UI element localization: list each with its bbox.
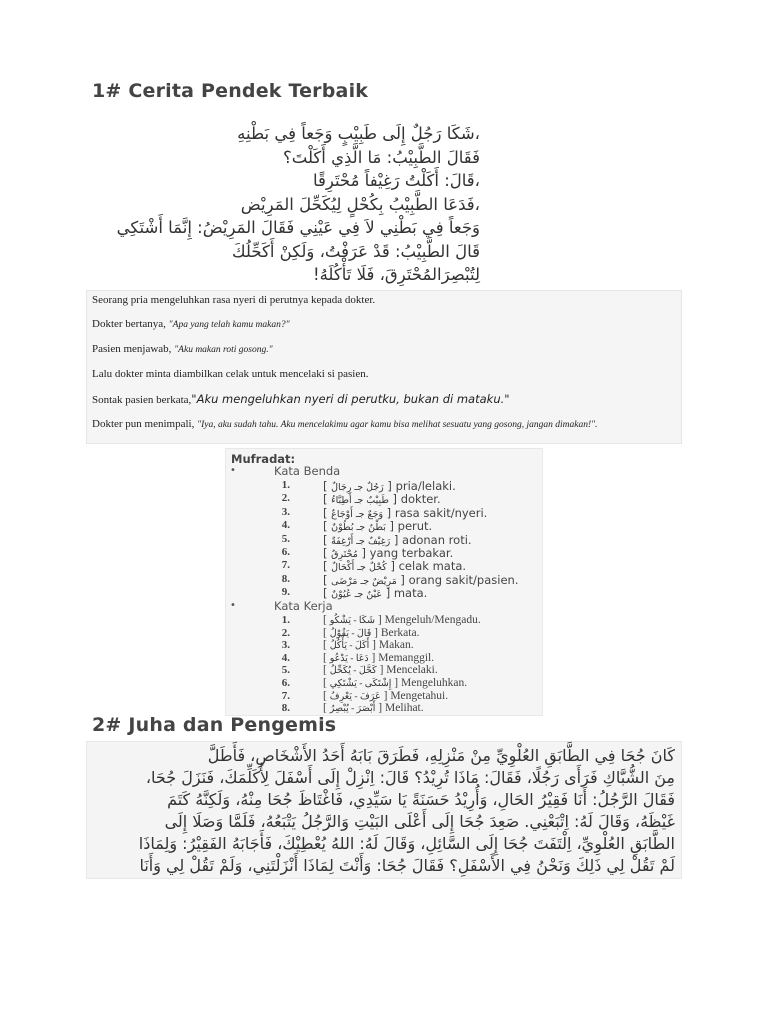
- word-meaning: Makan.: [378, 639, 414, 652]
- word-meaning: Berkata.: [380, 626, 420, 639]
- item-number: 8.: [281, 572, 290, 585]
- arabic-line: لِتُبْصِرَالمُحْتَرِقَ، فَلَا تَأْكُلَهُ!: [312, 265, 480, 284]
- vocab-entry: [ كَحَّلَ - يُكَحِّلُ ] Mencelaki.: [323, 664, 438, 677]
- translation-quote: "Aku makan roti gosong.": [174, 345, 273, 355]
- translation-paragraph: [92, 318, 677, 330]
- vocab-entry: [ عَرَفَ - يَعْرِفُ ] Mengetahui.: [323, 689, 449, 702]
- vocab-entry: [ دَعَا - يَدْعُو ] Memanggil.: [323, 651, 435, 664]
- arabic-line: ،قَالَ: أَكَلْتُ رَغِيْفاً مُحْتَرِقًا: [312, 171, 480, 190]
- vocab-entry: [ قَالَ - يَقُوْلُ ] Berkata.: [323, 626, 420, 639]
- item-number: 6.: [281, 546, 290, 558]
- vocab-entry: [ إِشْتَكَى - يَشْتَكِي ] Mengeluhkan.: [323, 677, 468, 689]
- arabic-word: كُحْلٌ جـ أَكْحَالٌ: [331, 562, 387, 574]
- arabic-word: عَيْنٌ جـ عُيُوْنٌ: [331, 589, 383, 601]
- word-meaning: celak mata.: [398, 559, 467, 574]
- arabic-word: إِشْتَكَى - يَشْتَكِي: [329, 679, 392, 689]
- vocab-entry: [ مُحْتَرِقٌ ] yang terbakar.: [323, 546, 454, 560]
- word-meaning: Mengeluhkan.: [401, 677, 468, 689]
- item-number: 4.: [281, 519, 290, 532]
- word-meaning: Melihat.: [384, 702, 424, 715]
- vocab-entry: [ مَرِيْضٌ جـ مَرْضَى ] orang sakit/pasien.: [323, 572, 519, 587]
- arabic-line: قَالَ الطَّبِيْبُ: قَدْ عَرَفْتُ، وَلَكِنْ أَكَحِّلُكَ: [231, 241, 480, 261]
- arabic-word: بَطْنٌ جـ بُطُوْنٌ: [331, 522, 386, 534]
- arabic-word: أَكَلَ - يَأْكُلُ: [329, 641, 370, 652]
- translation-paragraph: [92, 418, 677, 432]
- translation-lead: Dokter bertanya,: [92, 318, 169, 330]
- word-meaning: orang sakit/pasien.: [408, 572, 519, 587]
- item-number: 5.: [281, 532, 290, 545]
- story1-arabic-text: [60, 122, 480, 287]
- arabic-word: دَعَا - يَدْعُو: [329, 653, 369, 664]
- arabic-line: ،شَكَا رَجُلٌ إِلَى طَبِيْبٍ وَجَعاً فِي بَطْنِهِ: [237, 124, 480, 143]
- arabic-word: أَبْصَرَ - يُبْصِرُ: [329, 704, 376, 715]
- item-number: 1.: [281, 479, 290, 491]
- item-number: 7.: [281, 559, 290, 572]
- translation-lead: Pasien menjawab,: [92, 343, 175, 355]
- mufradat-title: Mufradat:: [231, 452, 296, 466]
- arabic-line: فَقَالَ الرَّجُلُ: أَنَا فَقِيْرُ الحَالِ، وَأُرِيْدُ حَسَنَةً يَا سَيِّدِي، فَاغْتَاظَ جُحَا مِنْهُ، وَلَكِنَّهُ كَتَمَ: [167, 790, 675, 809]
- arabic-line: مِنَ الشُّبَّاكِ فَرَأَى رَجُلًا، فَقَالَ: مَاذَا تُرِيْدُ؟ قَالَ: اِنْزِلْ إِلَى أَسْفَلَ لِأُكَلِّمَكَ، فَنَزَلَ جُحَا،: [145, 768, 675, 787]
- arabic-word: كَحَّلَ - يُكَحِّلُ: [329, 666, 377, 677]
- item-number: 7.: [281, 689, 290, 702]
- category-label: Kata Kerja: [274, 599, 333, 613]
- story1-title: 1# Cerita Pendek Terbaik: [92, 80, 369, 102]
- translation-lead: Sontak pasien berkata,: [92, 394, 192, 406]
- arabic-line: غَيْظَهُ، وَقَالَ لَهُ: اِتْبَعْنِي. صَعِدَ جُحَا إِلَى أَعْلَى البَيْتِ وَالرَّجُلُ يَتْبَعُهُ، فَلَمَّا وَصَلَا إِلَى: [164, 812, 675, 831]
- word-meaning: Mengeluh/Mengadu.: [384, 614, 481, 626]
- item-number: 1.: [281, 614, 290, 626]
- item-number: 8.: [281, 702, 290, 715]
- word-meaning: Memanggil.: [378, 651, 435, 664]
- translation-quote: "Iya, aku sudah tahu. Aku mencelakimu agar kamu bisa melihat sesuatu yang gosong, jangan dimakan!".: [197, 420, 598, 430]
- translation-lead: Dokter pun menimpali,: [92, 418, 198, 430]
- item-number: 9.: [281, 586, 290, 599]
- arabic-word: مَرِيْضٌ جـ مَرْضَى: [331, 575, 397, 587]
- word-meaning: mata.: [393, 586, 428, 601]
- arabic-line: فَقَالَ الطَّبِيْبُ: مَا الَّذِي أَكَلْتَ؟: [282, 147, 480, 167]
- story1-translation-box: [86, 290, 682, 444]
- word-meaning: rasa sakit/nyeri.: [394, 505, 488, 520]
- word-meaning: dokter.: [400, 492, 441, 507]
- word-meaning: yang terbakar.: [369, 546, 454, 560]
- word-meaning: Mengetahui.: [390, 689, 449, 702]
- word-meaning: adonan roti.: [402, 532, 472, 547]
- arabic-word: شَكَا - يَشْكُو: [329, 616, 376, 626]
- translation-paragraph: [92, 392, 677, 406]
- vocab-entry: [ أَكَلَ - يَأْكُلُ ] Makan.: [323, 639, 414, 652]
- word-meaning: Mencelaki.: [386, 664, 438, 677]
- category-label: Kata Benda: [274, 464, 341, 478]
- arabic-word: طَبِيْبٌ جـ أَطِبَّاءُ: [331, 495, 389, 507]
- vocab-entry: [ شَكَا - يَشْكُو ] Mengeluh/Mengadu.: [323, 614, 481, 626]
- translation-quote: "Aku mengeluhkan nyeri di perutku, bukan di mataku.": [191, 392, 510, 406]
- translation-paragraph: Seorang pria mengeluhkan rasa nyeri di perutnya kepada dokter.: [92, 294, 376, 306]
- story2-arabic-box: [86, 741, 682, 879]
- arabic-word: وَجَعٌ جـ أَوْجَاعٌ: [331, 508, 384, 520]
- word-meaning: perut.: [397, 519, 433, 534]
- translation-paragraph: Lalu dokter minta diambilkan celak untuk mencelaki si pasien.: [92, 368, 369, 380]
- translation-quote: "Apa yang telah kamu makan?": [168, 320, 290, 330]
- arabic-line: وَجَعاً فِي بَطْنِي لاَ فِي عَيْنِي فَقَالَ المَرِيْضُ: إِنَّمَا أَشْتَكِي: [116, 218, 480, 237]
- bullet-icon: •: [230, 600, 236, 611]
- item-number: 5.: [281, 664, 290, 677]
- bullet-icon: •: [230, 465, 236, 476]
- item-number: 2.: [281, 626, 290, 639]
- arabic-line: لَمْ تَقُلْ لِي ذَلِكَ وَنَحْنُ فِي الأَسْفَلِ؟ فَقَالَ جُحَا: وَأَنْتَ لِمَاذَا أَنْزَلْتَنِي، وَلَمْ تَقُلْ لِي وَأَنَا: [139, 856, 675, 875]
- item-number: 6.: [281, 677, 290, 689]
- vocab-entry: [ بَطْنٌ جـ بُطُوْنٌ ] perut.: [323, 519, 433, 534]
- arabic-word: عَرَفَ - يَعْرِفُ: [329, 691, 381, 702]
- arabic-word: مُحْتَرِقٌ: [331, 549, 358, 560]
- vocab-entry: [ طَبِيْبٌ جـ أَطِبَّاءُ ] dokter.: [323, 492, 441, 507]
- item-number: 3.: [281, 505, 290, 518]
- mufradat-box: [225, 448, 543, 716]
- item-number: 2.: [281, 492, 290, 505]
- vocab-entry: [ رَجُلٌ جـ رِجَالٌ ] pria/lelaki.: [323, 479, 456, 493]
- word-meaning: pria/lelaki.: [395, 479, 456, 493]
- arabic-line: ،فَدَعَا الطَّبِيْبُ بِكُحْلٍ لِيُكَحِّلَ المَرِيْض: [240, 194, 480, 214]
- vocab-entry: [ عَيْنٌ جـ عُيُوْنٌ ] mata.: [323, 586, 428, 601]
- arabic-line: كَانَ جُحَا فِي الطَّابَقِ العُلْوِيِّ مِنْ مَنْزِلِهِ، فَطَرَقَ بَابَهُ أَحَدُ الأَشْخَاصِ، فَأَطَلَّ: [207, 746, 675, 765]
- item-number: 3.: [281, 639, 290, 652]
- item-number: 4.: [281, 651, 290, 664]
- vocab-entry: [ وَجَعٌ جـ أَوْجَاعٌ ] rasa sakit/nyeri.: [323, 505, 488, 520]
- vocab-entry: [ كُحْلٌ جـ أَكْحَالٌ ] celak mata.: [323, 559, 467, 574]
- arabic-line: الطَّابَقِ العُلْوِيِّ، اِلْتَفَتَ جُحَا إِلَى السَّائِلِ، وَقَالَ لَهُ: اللهُ يُعْطِيْكَ، فَأَجَابَهُ الفَقِيْرُ: وَلِمَاذَا: [138, 834, 675, 853]
- story2-title: 2# Juha dan Pengemis: [92, 714, 337, 736]
- vocab-entry: [ رَغِيْفٌ جـ أَرْغِفَةٌ ] adonan roti.: [323, 532, 472, 547]
- translation-paragraph: [92, 343, 677, 355]
- arabic-word: رَغِيْفٌ جـ أَرْغِفَةٌ: [331, 535, 391, 547]
- vocab-entry: [ أَبْصَرَ - يُبْصِرُ ] Melihat.: [323, 702, 424, 715]
- arabic-word: قَالَ - يَقُوْلُ: [329, 628, 372, 639]
- arabic-word: رَجُلٌ جـ رِجَالٌ: [331, 482, 384, 493]
